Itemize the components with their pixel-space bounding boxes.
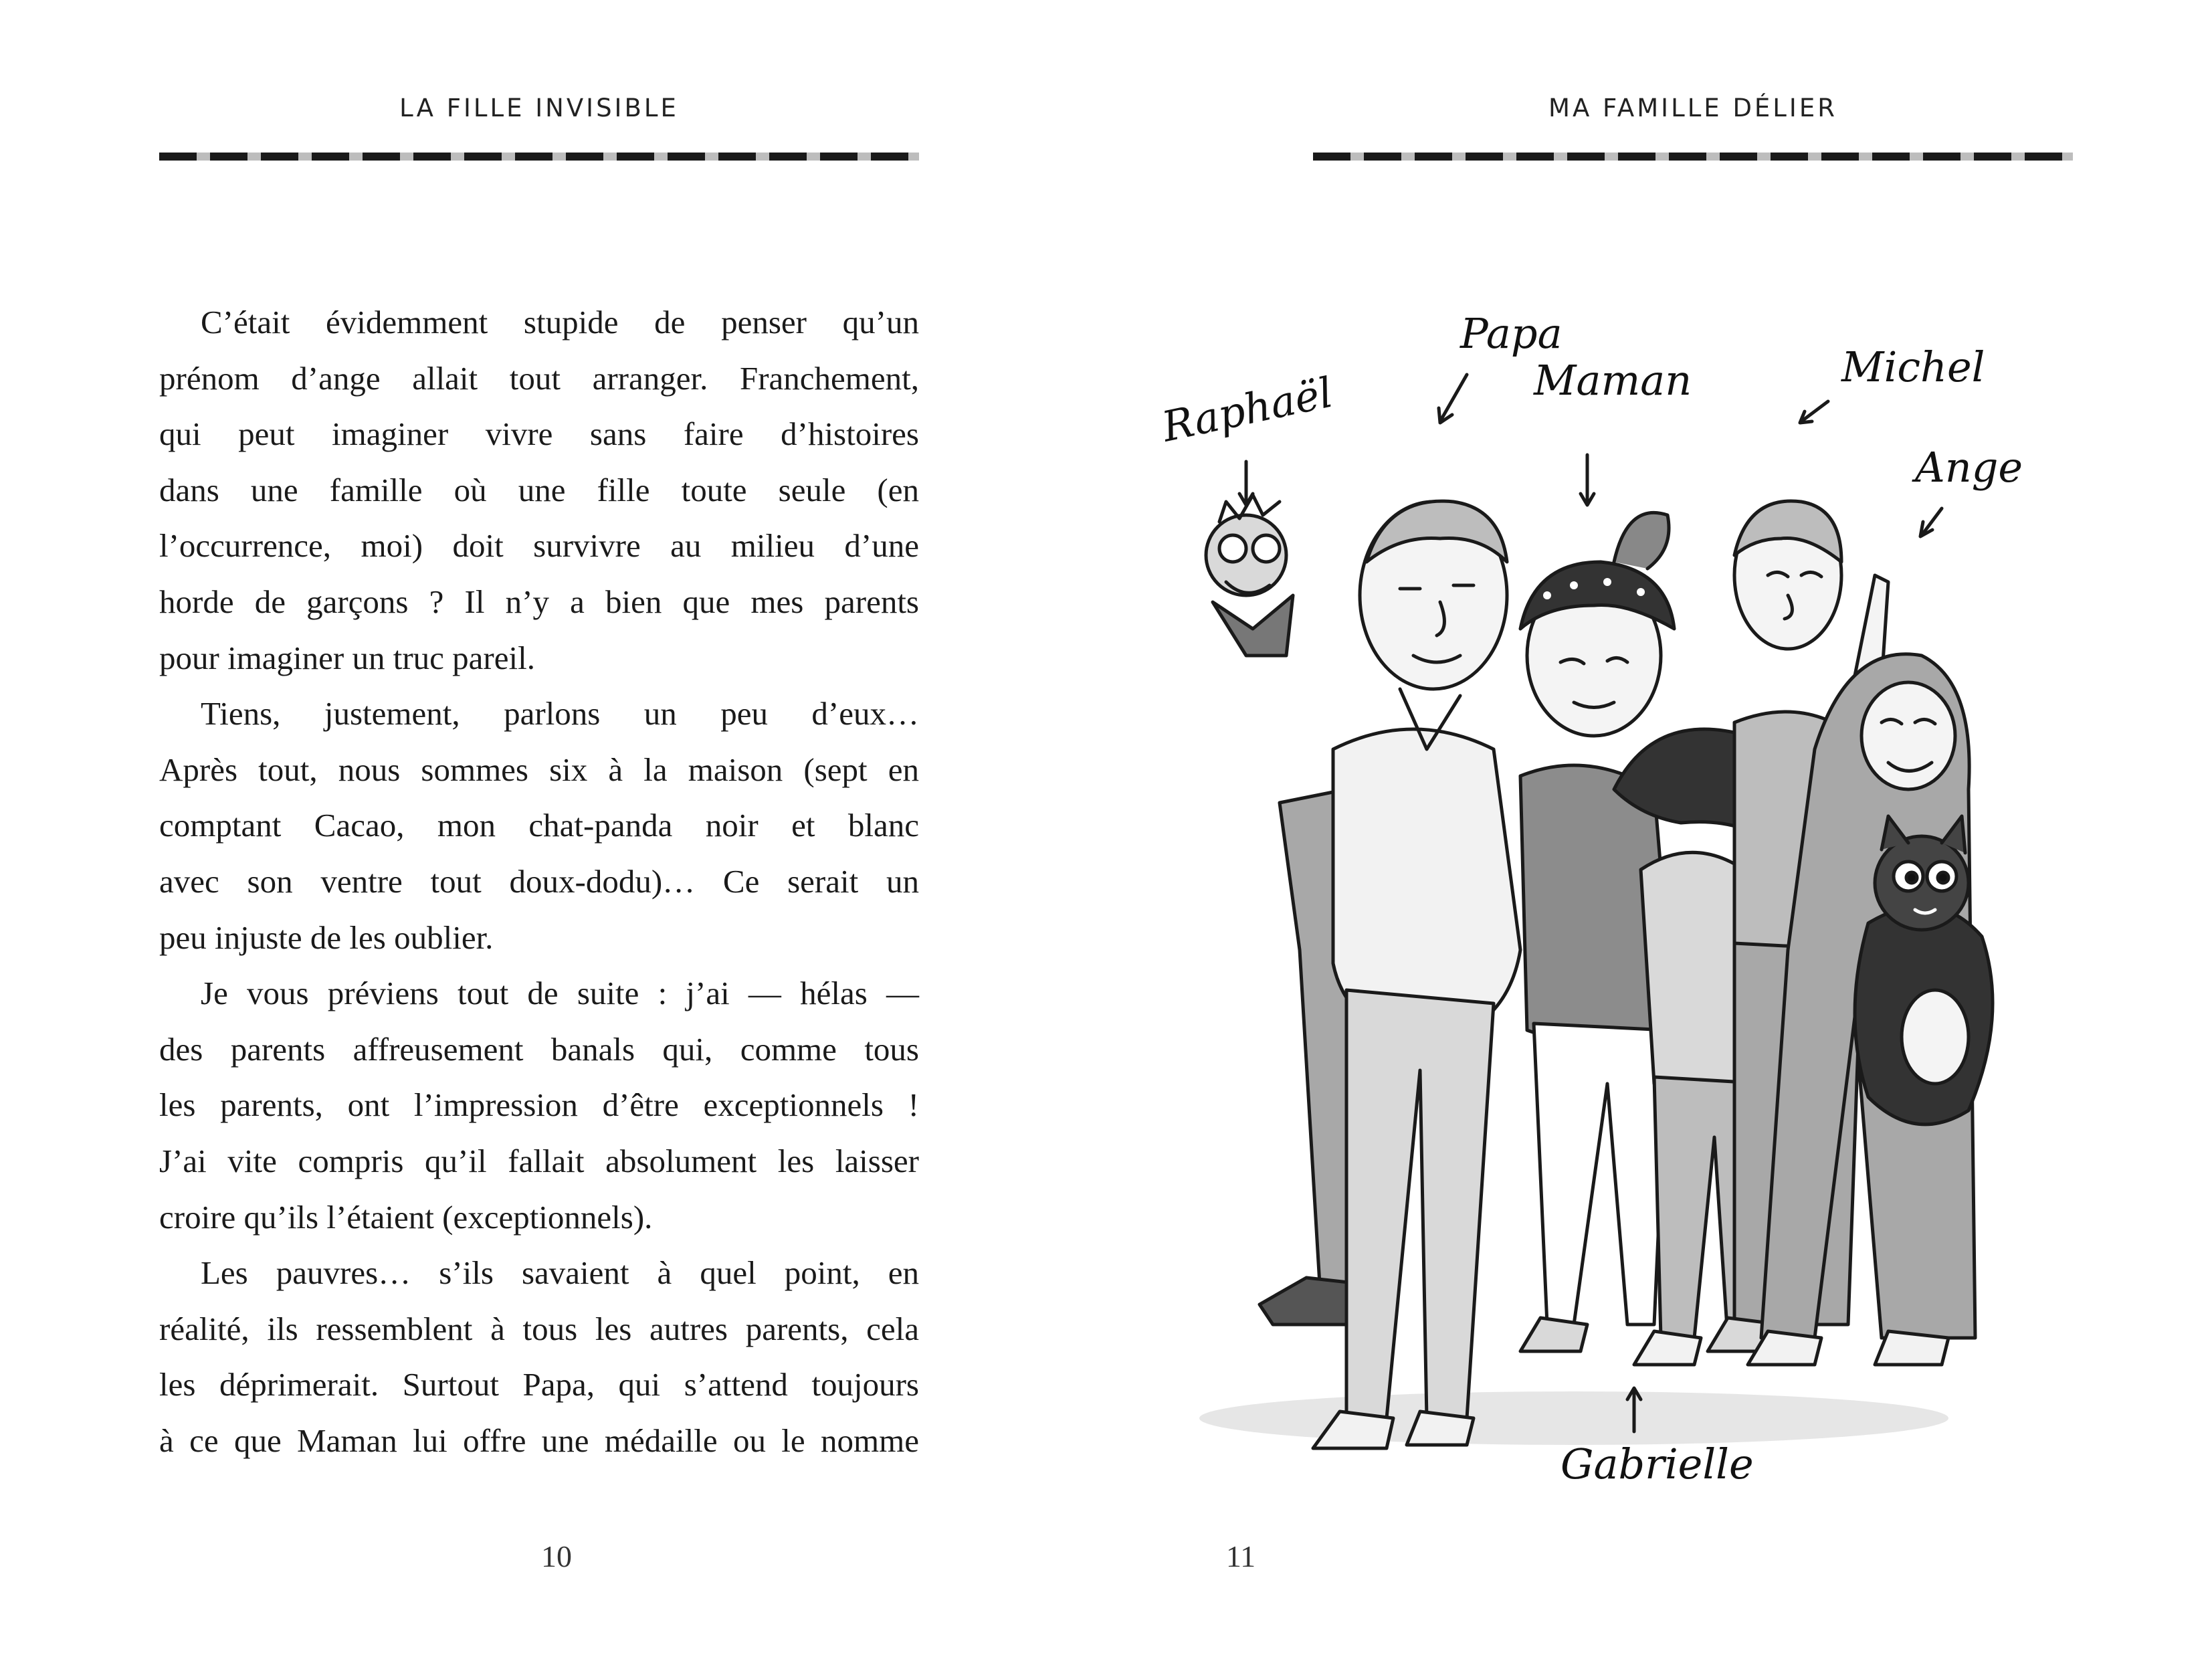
text-line: C’était évidemment stupide de penser qu’un — [201, 304, 919, 340]
running-head-left: LA FILLE INVISIBLE — [399, 94, 679, 122]
text-line: à ce que Maman lui offre une médaille ou le nomme — [159, 1422, 919, 1459]
text-line: les parents, ont l’impression d’être exceptionnels ! — [159, 1086, 919, 1124]
label-michel: Michel — [1841, 343, 1985, 391]
text-line: avec son ventre tout doux-dodu)… Ce serait un — [159, 862, 919, 900]
text-line: Tiens, justement, parlons un peu d’eux… — [201, 695, 919, 733]
label-ange: Ange — [1915, 443, 2023, 492]
text-line: peu injuste de les oublier. — [159, 918, 494, 956]
text-line: comptant Cacao, mon chat-panda noir et blanc — [159, 807, 919, 844]
text-line: qui peut imaginer vivre sans faire d’histoires — [159, 415, 919, 453]
label-raphael: Raphaël — [1157, 367, 1337, 452]
label-papa: Papa — [1460, 309, 1563, 358]
text-line: Après tout, nous sommes six à la maison (sept en — [159, 751, 919, 788]
body-text — [159, 294, 919, 1468]
text-line: l’occurrence, moi) doit survivre au milieu d’une — [159, 527, 919, 565]
text-line: Les pauvres… s’ils savaient à quel point, en — [201, 1254, 919, 1292]
text-line: les déprimerait. Surtout Papa, qui s’attend toujours — [159, 1366, 919, 1403]
page-number-left: 10 — [541, 1539, 572, 1573]
text-line: pour imaginer un truc pareil. — [159, 639, 535, 676]
paragraph-4 — [159, 1245, 919, 1468]
header-rule-left — [159, 153, 919, 161]
page-number-right: 11 — [1225, 1539, 1256, 1573]
text-line: Je vous préviens tout de suite : j’ai — hélas — — [201, 975, 919, 1012]
label-gabrielle: Gabrielle — [1561, 1440, 1754, 1488]
text-line: J’ai vite compris qu’il fallait absolument les laisser — [159, 1142, 919, 1179]
paragraph-1 — [159, 294, 919, 686]
text-line: réalité, ils ressemblent à tous les autres parents, cela — [159, 1310, 919, 1347]
family-illustration — [1146, 281, 2023, 1498]
right-page — [1106, 0, 2212, 1659]
text-line: prénom d’ange allait tout arranger. Franchement, — [159, 359, 919, 397]
text-line: des parents affreusement banals qui, comme tous — [159, 1030, 919, 1068]
header-rule-right — [1313, 153, 2073, 161]
text-line: horde de garçons ? Il n’y a bien que mes parents — [159, 583, 919, 620]
running-head-right: MA FAMILLE DÉLIER — [1548, 94, 1837, 122]
paragraph-3 — [159, 965, 919, 1245]
text-line: dans une famille où une fille toute seule (en — [159, 471, 919, 508]
label-maman: Maman — [1534, 356, 1692, 405]
paragraph-2 — [159, 686, 919, 965]
text-line: croire qu’ils l’étaient (exceptionnels). — [159, 1198, 653, 1236]
